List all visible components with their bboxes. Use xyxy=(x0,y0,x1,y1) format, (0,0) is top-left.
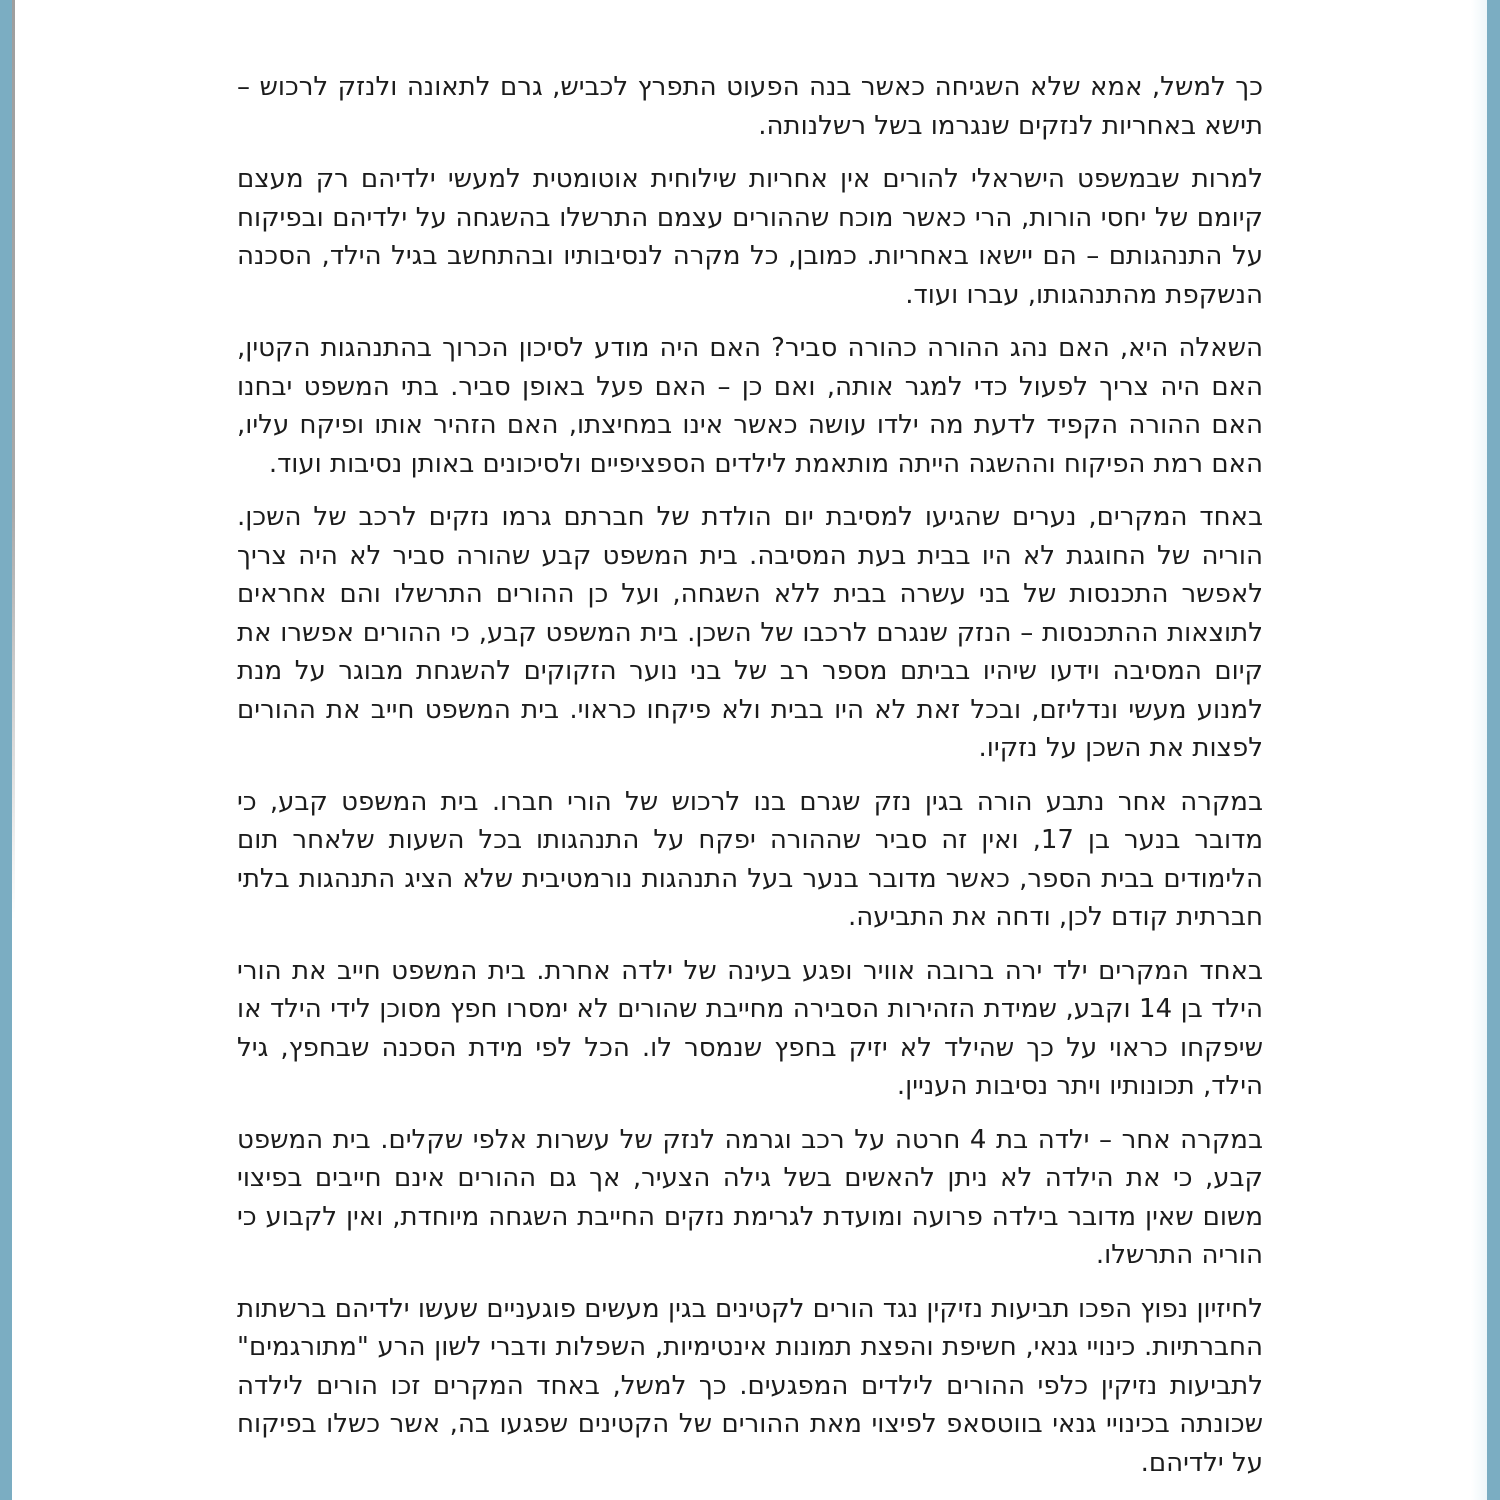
paragraph-negligent-mother-example: כך למשל, אמא שלא השגיחה כאשר בנה הפעוט התפרץ לכביש, גרם לתאונה ולנזק לרכוש – תישא באחריות לנזקים שנגרמו בשל רשלנותה. xyxy=(237,72,1263,141)
document-text-block xyxy=(237,68,1263,1497)
paragraph-birthday-party-case: באחד המקרים, נערים שהגיעו למסיבת יום הולדת של חברתם גרמו נזקים לרכב של השכן. הוריה של החוגגת לא היו בבית בעת המסיבה. בית המשפט קבע שהורה סביר לא היה צריך לאפשר התכנסות של בני עשרה בבית ללא השגחה, ועל כן ההורים התרשלו והם אחראים לתוצאות ההתכנסות – הנזק שנגרם לרכבו של השכן. בית המשפט קבע, כי ההורים אפשרו את קיום המסיבה וידעו שיהיו בביתם מספר רב של בני נוער הזקוקים להשגחת מבוגר על מנת למנוע מעשי ונדליזם, ובכל זאת לא היו בבית ולא פיקחו כראוי. בית המשפט חייב את ההורים לפצות את השכן על נזקיו. xyxy=(237,502,1263,763)
left-blue-border-strip xyxy=(0,0,12,1500)
right-edge-haze xyxy=(1471,0,1487,1500)
paragraph-air-rifle-case: באחד המקרים ילד ירה ברובה אוויר ופגע בעינה של ילדה אחרת. בית המשפט חייב את הורי הילד בן 14 וקבע, שמידת הזהירות הסבירה מחייבת שהורים לא ימסרו חפץ מסוכן לידי הילד או שיפקחו כראוי על כך שהילד לא יזיק בחפץ שנמסר לו. הכל לפי מידת הסכנה שבחפץ, גיל הילד, תכונותיו ויתר נסיבות העניין. xyxy=(237,955,1263,1101)
paragraph-17-year-old-case: במקרה אחר נתבע הורה בגין נזק שגרם בנו לרכוש של הורי חברו. בית המשפט קבע, כי מדובר בנער בן 17, ואין זה סביר שההורה יפקח על התנהגותו בכל השעות שלאחר תום הלימודים בבית הספר, כאשר מדובר בנער בעל התנהגות נורמטיבית שלא הציג התנהגות בלתי חברתית קודם לכן, ודחה את התביעה. xyxy=(237,786,1263,932)
right-blue-border-strip xyxy=(1487,0,1500,1500)
paragraph-israeli-law-parental-liability: למרות שבמשפט הישראלי להורים אין אחריות שילוחית אוטומטית למעשי ילדיהם רק מעצם קיומם של יחסי הורות, הרי כאשר מוכח שההורים עצמם התרשלו בהשגחה על ילדיהם ובפיקוח על התנהגותם – הם יישאו באחריות. כמובן, כל מקרה לנסיבותיו ובהתחשב בגיל הילד, הסכנה הנשקפת מהתנהגותו, עברו ועוד. xyxy=(237,164,1263,310)
paragraph-4-year-old-car-scratch-case: במקרה אחר – ילדה בת 4 חרטה על רכב וגרמה לנזק של עשרות אלפי שקלים. בית המשפט קבע, כי את הילדה לא ניתן להאשים בשל גילה הצעיר, אך גם ההורים אינם חייבים בפיצוי משום שאין מדובר בילדה פרועה ומועדת לגרימת נזקים החייבת השגחה מיוחדת, ואין לקבוע כי הוריה התרשלו. xyxy=(237,1124,1263,1270)
paragraph-reasonable-parent-test: השאלה היא, האם נהג ההורה כהורה סביר? האם היה מודע לסיכון הכרוך בהתנהגות הקטין, האם היה צריך לפעול כדי למגר אותה, ואם כן – האם פעל באופן סביר. בתי המשפט יבחנו האם ההורה הקפיד לדעת מה ילדו עושה כאשר אינו במחיצתו, האם הזהיר אותו ופיקח עליו, האם רמת הפיקוח וההשגה הייתה מותאמת לילדים הספציפיים ולסיכונים באותן נסיבות ועוד. xyxy=(237,333,1263,479)
paragraph-social-media-torts: לחיזיון נפוץ הפכו תביעות נזיקין נגד הורים לקטינים בגין מעשים פוגעניים שעשו ילדיהם ברשתות החברתיות. כינויי גנאי, חשיפת והפצת תמונות אינטימיות, השפלות ודברי לשון הרע "מתורגמים" לתביעות נזיקין כלפי ההורים לילדים המפגעים. כך למשל, באחד המקרים זכו הורים לילדה שכונתה בכינויי גנאי בווטסאפ לפיצוי מאת ההורים של הקטינים שפגעו בה, אשר כשלו בפיקוח על ילדיהם. xyxy=(237,1293,1263,1478)
page-edge-shadow xyxy=(12,0,15,920)
